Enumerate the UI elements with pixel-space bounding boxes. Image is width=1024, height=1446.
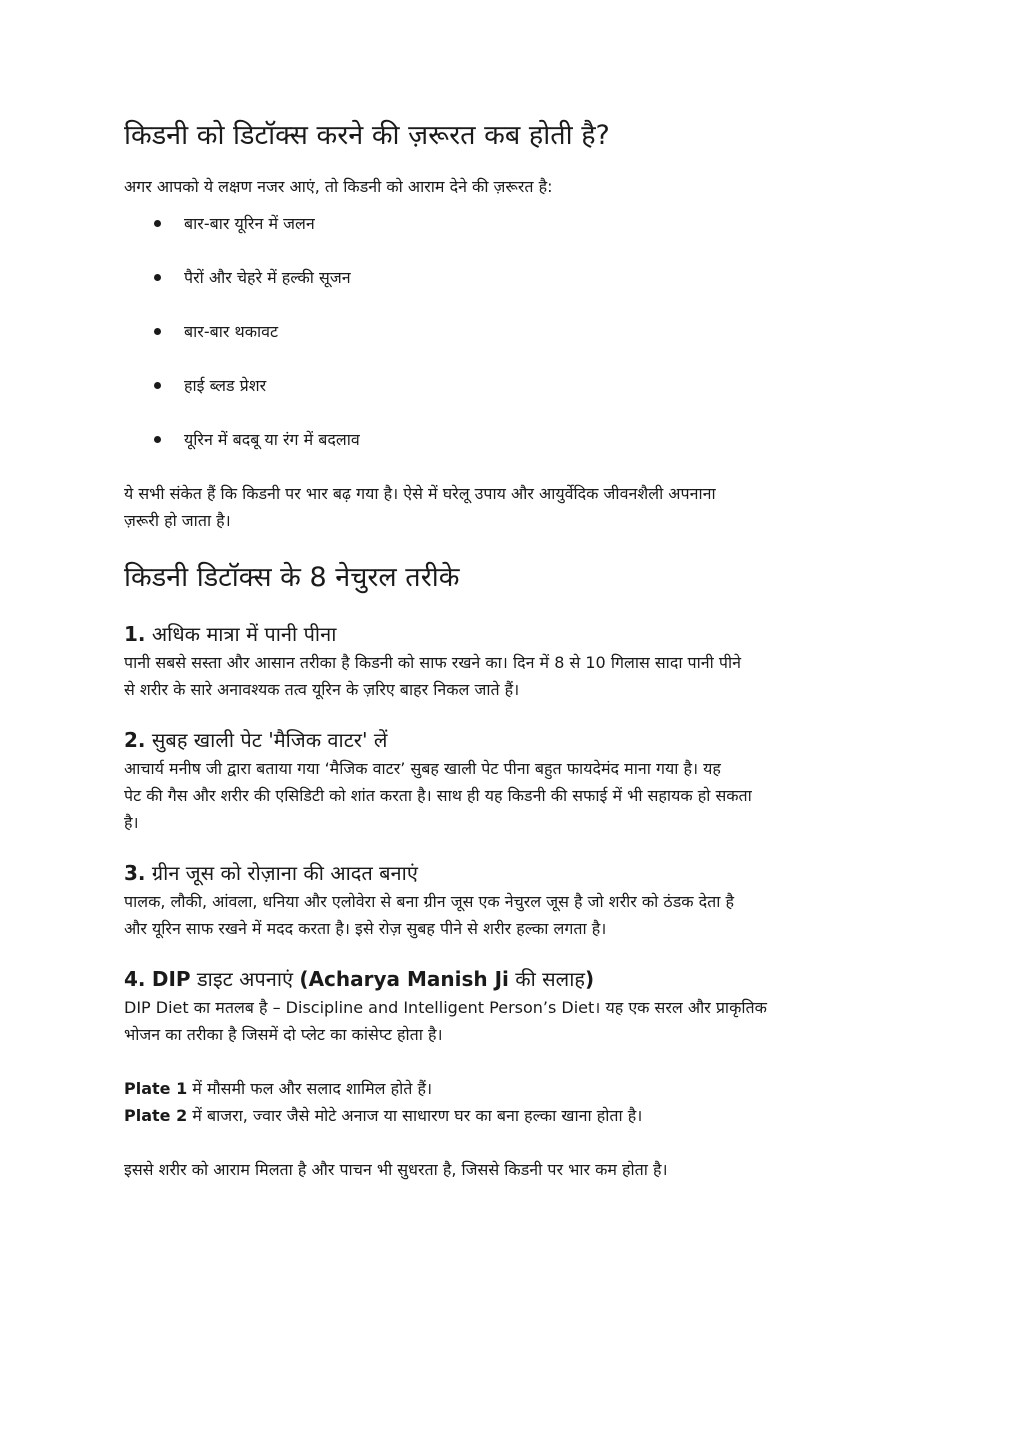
- advice-label: की सलाह: [515, 967, 586, 992]
- section-title-natural-methods: [124, 560, 904, 595]
- body-line: पेट की गैस और शरीर की एसिडिटी को शांत करता है। साथ ही यह किडनी की सफाई में भी सहायक हो सकता: [124, 786, 752, 806]
- plate-2-label: Plate 2: [124, 1106, 188, 1126]
- method-heading-2: [124, 725, 904, 755]
- body-line: है।: [124, 813, 139, 833]
- method-number: 3.: [124, 861, 146, 886]
- body-line: और यूरिन साफ रखने में मदद करता है। इसे रोज़ सुबह पीने से शरीर हल्का लगता है।: [124, 919, 607, 939]
- method-title: डाइट अपनाएं: [196, 967, 294, 992]
- method-title: सुबह खाली पेट 'मैजिक वाटर' लें: [151, 728, 388, 753]
- symptoms-list: [124, 210, 904, 453]
- method-body-3: [124, 888, 904, 942]
- plate-1-text: में मौसमी फल और सलाद शामिल होते हैं।: [187, 1079, 433, 1099]
- method-body-1: [124, 649, 904, 703]
- spacer: [124, 1048, 904, 1075]
- method-heading-4: [124, 964, 904, 994]
- list-item: पैरों और चेहरे में हल्की सूजन: [154, 264, 904, 291]
- body-line: से शरीर के सारे अनावश्यक तत्व यूरिन के ज़रिए बाहर निकल जाते हैं।: [124, 680, 520, 700]
- closing-paren: ): [585, 967, 595, 992]
- list-item: हाई ब्लड प्रेशर: [154, 372, 904, 399]
- body-line: पालक, लौकी, आंवला, धनिया और एलोवेरा से बना ग्रीन जूस एक नेचुरल जूस है जो शरीर को ठंडक देता है: [124, 892, 734, 912]
- method-heading-3: [124, 858, 904, 888]
- body-line: भोजन का तरीका है जिसमें दो प्लेट का कांसेप्ट होता है।: [124, 1025, 443, 1045]
- body-line: पानी सबसे सस्ता और आसान तरीका है किडनी को साफ रखने का। दिन में 8 से 10 गिलास सादा पानी पीने: [124, 653, 742, 673]
- closing-paragraph: [124, 480, 904, 534]
- method-body-4: [124, 994, 904, 1048]
- body-line: आचार्य मनीष जी द्वारा बताया गया ‘मैजिक वाटर’ सुबह खाली पेट पीना बहुत फायदेमंद माना गया है। यह: [124, 759, 721, 779]
- list-item: यूरिन में बदबू या रंग में बदलाव: [154, 426, 904, 453]
- method-body-2: [124, 755, 904, 836]
- section-title-detox-need: किडनी को डिटॉक्स करने की ज़रूरत कब होती है?: [124, 120, 610, 151]
- final-paragraph: इससे शरीर को आराम मिलता है और पाचन भी सुधरता है, जिससे किडनी पर भार कम होता है।: [124, 1160, 668, 1180]
- method-number: 1.: [124, 622, 146, 647]
- closing-line-2: ज़रूरी हो जाता है।: [124, 511, 231, 531]
- intro-text: अगर आपको ये लक्षण नजर आएं, तो किडनी को आराम देने की ज़रूरत है:: [124, 177, 553, 197]
- method-title: अधिक मात्रा में पानी पीना: [151, 622, 337, 647]
- method-number: 4.: [124, 967, 146, 992]
- closing-line-1: ये सभी संकेत हैं कि किडनी पर भार बढ़ गया है। ऐसे में घरेलू उपाय और आयुर्वेदिक जीवनशैली अपनाना: [124, 484, 716, 504]
- list-item: बार-बार यूरिन में जलन: [154, 210, 904, 237]
- method-heading-1: [124, 619, 904, 649]
- section-title-text: किडनी डिटॉक्स के 8 नेचुरल तरीके: [124, 562, 460, 594]
- list-item: बार-बार थकावट: [154, 318, 904, 345]
- plate-list: [124, 1075, 904, 1129]
- document-page: [124, 118, 904, 1183]
- body-line: DIP Diet का मतलब है – Discipline and Intelligent Person’s Diet। यह एक सरल और प्राकृतिक: [124, 998, 767, 1018]
- plate-1-label: Plate 1: [124, 1079, 188, 1099]
- dip-label: DIP: [151, 967, 191, 992]
- acharya-name: (Acharya Manish Ji: [299, 967, 509, 992]
- method-number: 2.: [124, 728, 146, 753]
- plate-2-text: में बाजरा, ज्वार जैसे मोटे अनाज या साधारण घर का बना हल्का खाना होता है।: [187, 1106, 643, 1126]
- method-title: ग्रीन जूस को रोज़ाना की आदत बनाएं: [151, 861, 418, 886]
